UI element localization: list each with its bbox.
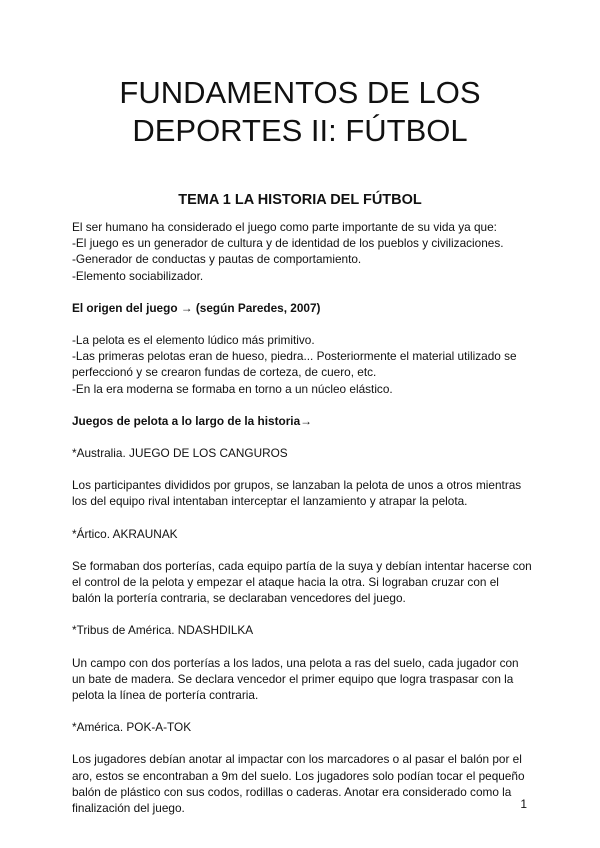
- game-line: Se formaban dos porterías, cada equipo partía de la suya y debían intentar hacerse con: [72, 558, 532, 573]
- games-heading: Juegos de pelota a lo largo de la historia→: [72, 413, 312, 428]
- game-line: balón de plástico con sus codos, rodillas o caderas. Anotar era considerado como la: [72, 784, 512, 799]
- game-line: pelota la línea de portería contraria.: [72, 688, 259, 703]
- game-line: finalización del juego.: [72, 801, 185, 816]
- game-description: [72, 655, 532, 704]
- game-line: Los participantes divididos por grupos, se lanzaban la pelota de unos a otros mientras: [72, 478, 522, 493]
- page-number: 1: [520, 797, 527, 811]
- game-description: [72, 558, 532, 607]
- game-line: los del equipo rival intentaban interceptar el lanzamiento y atrapar la pelota.: [72, 494, 468, 509]
- game-line: aro, estos se encontraban a 9m del suelo. Los jugadores solo podían tocar el pequeño: [72, 768, 525, 783]
- game-line: Un campo con dos porterías a los lados, una pelota a ras del suelo, cada jugador con: [72, 655, 519, 670]
- game-name: *Tribus de América. NDASHDILKA: [72, 623, 254, 638]
- game-name: *América. POK-A-TOK: [72, 720, 192, 735]
- intro-line: -Generador de conductas y pautas de comportamiento.: [72, 252, 362, 267]
- title-line-1: FUNDAMENTOS DE LOS: [119, 75, 481, 110]
- title-line-2: DEPORTES II: FÚTBOL: [132, 113, 468, 148]
- game-line: Los jugadores debían anotar al impactar con los marcadores o al pasar el balón por el: [72, 752, 522, 767]
- game-line: un bate de madera. Se declara vencedor el primer equipo que logra traspasar con la: [72, 671, 514, 686]
- intro-line: -Elemento sociabilizador.: [72, 268, 204, 283]
- game-description: [72, 751, 532, 816]
- game-line: el control de la pelota y empezar el ataque hacia la otra. Si lograban cruzar con el: [72, 575, 499, 590]
- origin-line: -En la era moderna se formaba en torno a un núcleo elástico.: [72, 381, 393, 396]
- origin-line: -Las primeras pelotas eran de hueso, piedra... Posteriormente el material utilizado se: [72, 349, 517, 364]
- intro-line: -El juego es un generador de cultura y de identidad de los pueblos y civilizaciones.: [72, 236, 504, 251]
- document-title: [0, 74, 600, 150]
- game-name: *Ártico. AKRAUNAK: [72, 526, 178, 541]
- game-line: balón la portería contraria, se declaraban vencedores del juego.: [72, 591, 406, 606]
- origin-paragraph: [72, 332, 532, 397]
- origin-heading: El origen del juego → (según Paredes, 2007): [72, 300, 321, 315]
- document-body: [72, 219, 532, 816]
- intro-line: El ser humano ha considerado el juego como parte importante de su vida ya que:: [72, 220, 497, 234]
- game-description: [72, 477, 532, 509]
- intro-paragraph: [72, 219, 532, 284]
- section-title: TEMA 1 LA HISTORIA DEL FÚTBOL: [178, 192, 422, 208]
- origin-line: perfeccionó y se crearon fundas de corteza, de cuero, etc.: [72, 365, 377, 380]
- game-name: *Australia. JUEGO DE LOS CANGUROS: [72, 446, 288, 461]
- origin-line: -La pelota es el elemento lúdico más primitivo.: [72, 333, 315, 348]
